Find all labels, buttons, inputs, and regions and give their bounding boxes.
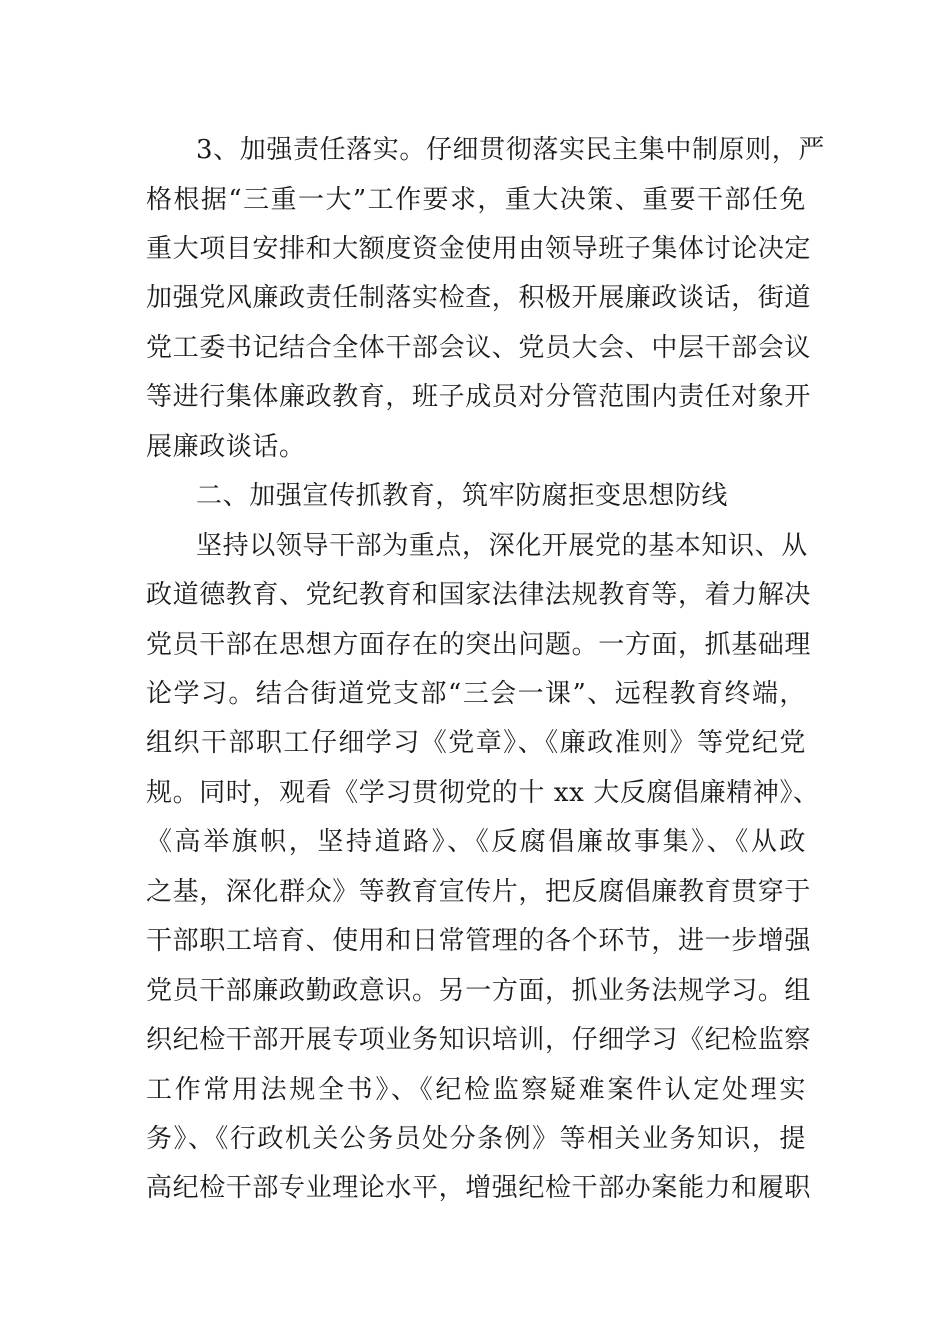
text-line: 格根据“三重一大”工作要求，重大决策、重要干部任免 <box>146 185 806 215</box>
text-line: 政道德教育、党纪教育和国家法律法规教育等，着力解决 <box>146 580 812 610</box>
text-line: 干部职工培育、使用和日常管理的各个环节，进一步增强 <box>146 926 812 956</box>
text-line: 3、加强责任落实。仔细贯彻落实民主集中制原则，严 <box>196 135 825 165</box>
text-line: 织纪检干部开展专项业务知识培训，仔细学习《纪检监察 <box>146 1025 812 1055</box>
text-line: 组织干部职工仔细学习《党章》、《廉政准则》等党纪党 <box>146 728 806 758</box>
text-line: 工作常用法规全书》、《纪检监察疑难案件认定处理实 <box>146 1075 806 1105</box>
text-line: 党员干部在思想方面存在的突出问题。一方面，抓基础理 <box>146 630 812 660</box>
text-line: 《高举旗帜，坚持道路》、《反腐倡廉故事集》、《从政 <box>146 827 806 857</box>
text-line: 等进行集体廉政教育，班子成员对分管范围内责任对象开 <box>146 382 812 412</box>
text-line: 务》、《行政机关公务员处分条例》等相关业务知识，提 <box>146 1124 806 1154</box>
text-line: 重大项目安排和大额度资金使用由领导班子集体讨论决定 <box>146 234 812 264</box>
text-line: 党工委书记结合全体干部会议、党员大会、中层干部会议 <box>146 333 812 363</box>
section-heading: 二、加强宣传抓教育，筑牢防腐拒变思想防线 <box>196 481 729 511</box>
text-line: 论学习。结合街道党支部“三会一课”、远程教育终端， <box>146 679 806 709</box>
text-line: 高纪检干部专业理论水平，增强纪检干部办案能力和履职 <box>146 1173 812 1203</box>
text-line: 展廉政谈话。 <box>146 432 306 462</box>
text-line: 加强党风廉政责任制落实检查，积极开展廉政谈话，街道 <box>146 283 812 313</box>
text-line: 规。同时，观看《学习贯彻党的十 xx 大反腐倡廉精神》、 <box>146 778 820 808</box>
text-line: 党员干部廉政勤政意识。另一方面，抓业务法规学习。组 <box>146 976 812 1006</box>
text-line: 坚持以领导干部为重点，深化开展党的基本知识、从 <box>196 531 808 561</box>
text-line: 之基，深化群众》等教育宣传片，把反腐倡廉教育贯穿于 <box>146 877 812 907</box>
